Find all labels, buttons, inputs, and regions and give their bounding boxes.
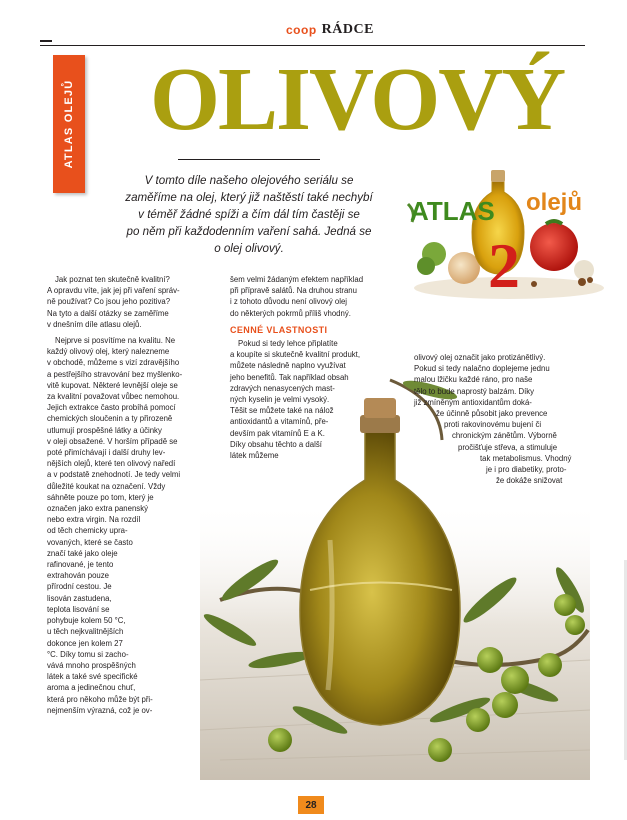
lead-line: po něm při každodenním vaření sahá. Jedná se	[126, 225, 372, 238]
text-line: Nejprve si posvítíme na kvalitu. Ne	[55, 336, 176, 346]
text-line: °C. Díky tomu si zacho-	[47, 649, 129, 659]
text-line: Na tyto a další otázky se zaměříme	[47, 308, 169, 318]
text-line: šem velmi žádaným efektem například	[230, 275, 364, 284]
text-line: Jejich extrakce často probíhá pomocí	[47, 403, 176, 413]
text-line: jeho benefitů. Tak například obsah	[230, 372, 349, 382]
text-line: pohybuje kolem 50 °C,	[47, 616, 126, 626]
text-line: olivový olej označit jako protizánětlivý.	[414, 353, 546, 362]
text-line: vitě kupovat. Některé levnější oleje se	[47, 380, 178, 390]
text-line: aroma a jedinečnou chuť,	[47, 683, 136, 693]
text-line: vává mnoho prospěšných	[47, 660, 136, 670]
text-line: sáhněte pouze po tom, který je	[47, 492, 154, 502]
text-line: že účinně působit jako prevence	[436, 409, 548, 419]
text-line: látek a také své specifické	[47, 672, 138, 682]
text-line: utlumují prospěšné látky a účinky	[47, 425, 162, 435]
lead-line: zaměříme na olej, který již naštěstí také nechybí	[125, 191, 373, 204]
text-line: i z tohoto důvodu není olivový olej	[230, 297, 348, 307]
lead-line: v téměř žádné spíži a čím dál tím častěji se	[138, 208, 360, 221]
text-line: která pro někoho může být při-	[47, 694, 153, 704]
text-line: a pestřejšího stravování bez myšlenko-	[47, 369, 183, 379]
column-3	[414, 352, 586, 486]
text-line: označen jako extra panenský	[47, 504, 148, 514]
lead-line: o olej olivový.	[214, 242, 284, 255]
lead-paragraph	[116, 172, 382, 257]
coop-logo: coop	[286, 23, 317, 37]
text-line: rafinované, je tento	[47, 560, 114, 570]
text-line: A opravdu víte, jak jej při vaření správ-	[47, 286, 180, 296]
section-name: RÁDCE	[321, 22, 374, 37]
text-line: malou lžičku každé ráno, pro naše	[414, 375, 533, 385]
text-line: lisován zastudena,	[47, 593, 112, 603]
text-line: v dnešním díle atlasu olejů.	[47, 319, 142, 329]
text-line: od těch chemicky upra-	[47, 526, 128, 536]
text-line: do některých pokrmů příliš vhodný.	[230, 308, 351, 318]
text-line: Pokud si tedy nalačno doplejeme jednu	[414, 364, 550, 374]
atlas-badge-illustration	[404, 162, 606, 302]
text-line: ných kyselin je velmi vysoký.	[230, 395, 330, 405]
text-line: důležité koukat na označení. Vždy	[47, 481, 166, 491]
page-header	[286, 22, 374, 38]
text-line: tělo to bude naprostý balzám. Díky	[414, 386, 535, 396]
text-line: teplota lisování se	[47, 604, 110, 614]
text-line: přírodní cestou. Je	[47, 582, 112, 592]
title-rule	[178, 159, 320, 160]
side-tab-label: ATLAS OLEJŮ	[63, 79, 75, 169]
column-1	[47, 274, 210, 716]
text-line: zdravých nenasycených mast-	[230, 383, 335, 393]
text-line: Díky obsahu těchto a další	[230, 439, 322, 449]
text-line: nebo extra virgin. Na rozdíl	[47, 515, 141, 525]
text-line: že dokáže snižovat	[496, 476, 563, 486]
text-line: chronickým zánětům. Výborně	[452, 431, 557, 441]
text-line: devším pak vitamínů E a K.	[230, 428, 325, 438]
text-line: pročišťuje střeva, a stimuluje	[458, 442, 558, 452]
page-number-box	[298, 796, 324, 814]
text-line: každý olivový olej, který nalezneme	[47, 347, 170, 357]
page-number: 28	[305, 799, 317, 811]
text-line: tak metabolismus. Vhodný	[480, 453, 572, 463]
text-line: nějších olejů, které ten olivový naředí	[47, 459, 176, 469]
paragraph	[47, 274, 210, 285]
text-line: značí také jako oleje	[47, 548, 118, 558]
text-line: již zmíněným antioxidantům doká-	[414, 397, 532, 407]
text-line: a koupíte si skutečně kvalitní produkt,	[230, 350, 361, 360]
lead-line: V tomto díle našeho olejového seriálu se	[144, 174, 354, 187]
column-2	[230, 274, 390, 461]
text-line: za kvalitní považovat vůbec nemohou.	[47, 392, 180, 402]
subheading: CENNÉ VLASTNOSTI	[230, 324, 328, 335]
badge-oleju-word: olejů	[526, 189, 583, 216]
text-line: v obchodě, můžeme s vizí zdravějšího	[47, 358, 180, 368]
text-line: proti rakovinovému bujení či	[444, 420, 542, 430]
text-line: chemických sloučenin a ty přirozeně	[47, 414, 173, 424]
text-line: v oleji obsažené. V horším případě se	[47, 436, 178, 446]
text-line: vovaných, které se často	[47, 537, 133, 547]
article-title: OLIVOVÝ	[150, 50, 565, 149]
side-tab	[53, 55, 85, 193]
text-line: Pokud si tedy lehce připlatíte	[238, 339, 338, 349]
text-line: poté přimíchávají i další druhy lev-	[47, 448, 166, 458]
text-line: a v podstatě znehodnotí. Je tedy velmi	[47, 470, 181, 480]
text-line: látek můžeme	[230, 451, 279, 461]
text-line: dokonce jen kolem 27	[47, 638, 123, 648]
text-line: Těšit se můžete také na nálož	[230, 406, 334, 416]
text-line: můžete následně naplno využívat	[230, 361, 346, 371]
badge-number: 2	[488, 230, 520, 301]
text-line: u těch nejkvalitnějších	[47, 627, 124, 637]
text-line: je i pro diabetiky, proto-	[486, 465, 567, 475]
text-line: nejmenším výrazná, což je ov-	[47, 705, 153, 715]
text-line: antioxidantů a vitamínů, pře-	[230, 417, 329, 427]
badge-atlas-word: ATLAS	[410, 196, 495, 226]
text-line: ně používat? Co jsou jeho pozitiva?	[47, 297, 171, 307]
header-rule	[40, 45, 585, 46]
text-line: při přípravě salátů. Na druhou stranu	[230, 286, 357, 296]
text-line: Jak poznat ten skutečně kvalitní?	[55, 275, 170, 284]
header-rule-mark	[40, 40, 52, 42]
text-line: extrahován pouze	[47, 571, 109, 581]
